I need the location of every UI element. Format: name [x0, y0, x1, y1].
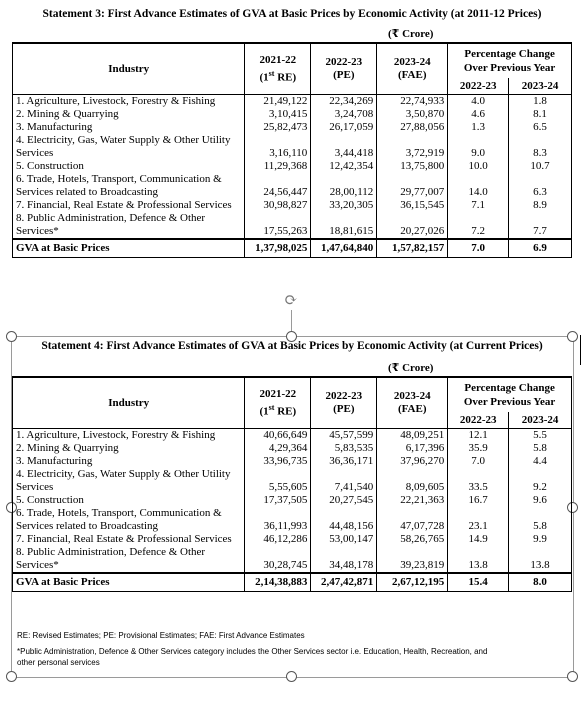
value-2023-24: 58,26,765: [377, 533, 448, 546]
total-pct-2023-24: 6.9: [509, 239, 572, 258]
statement-3-unit: (₹ Crore): [388, 28, 434, 40]
industry-cell: [13, 455, 245, 468]
table-row: [13, 95, 572, 109]
pct-2023-24: 6.3: [509, 173, 572, 199]
col-2021-22-sub: (1st RE): [259, 402, 297, 418]
industry-header: Industry: [13, 377, 245, 429]
col-2022-23-year: 2022-23: [325, 390, 363, 402]
pct-2023-24: 9.6: [509, 494, 572, 507]
value-2022-23: 3,24,708: [311, 108, 377, 121]
value-2022-23: 45,57,599: [311, 429, 377, 443]
total-2021-22: 1,37,98,025: [245, 239, 311, 258]
value-2023-24: 20,27,026: [377, 212, 448, 239]
value-2023-24: 47,07,728: [377, 507, 448, 533]
pct-2023-24: 1.8: [509, 95, 572, 109]
pct-2023-24-header: 2023-24: [509, 78, 572, 94]
value-2022-23: 22,34,269: [311, 95, 377, 109]
pct-2022-23: 7.0: [448, 455, 509, 468]
industry-label-cont: Services*: [16, 225, 59, 237]
pct-2022-23: 4.6: [448, 108, 509, 121]
value-2022-23: 36,36,171: [311, 455, 377, 468]
table-row: [13, 173, 572, 199]
industry-label: 4. Electricity, Gas, Water Supply & Other Utility: [16, 134, 231, 146]
pct-2022-23: 33.5: [448, 468, 509, 494]
statement-3-table: [12, 42, 572, 258]
industry-label-cont: Services related to Broadcasting: [16, 520, 159, 532]
col-2023-24-year: 2023-24: [393, 390, 431, 402]
value-2023-24: 3,50,870: [377, 108, 448, 121]
industry-label: 2. Mining & Quarrying: [16, 442, 119, 454]
table-row: [13, 134, 572, 160]
col-2022-23-header: [311, 377, 377, 429]
col-2023-24-sub: (FAE): [397, 69, 427, 81]
pct-2022-23: 10.0: [448, 160, 509, 173]
total-2022-23: 2,47,42,871: [311, 573, 377, 592]
value-2021-22: 4,29,364: [245, 442, 311, 455]
pct-2022-23: 14.9: [448, 533, 509, 546]
statement-4-rows: [13, 429, 572, 574]
industry-label-cont: Services: [16, 147, 54, 159]
value-2021-22: 30,28,745: [245, 546, 311, 573]
value-2022-23: 5,83,535: [311, 442, 377, 455]
table-row: [13, 546, 572, 573]
pct-2023-24: 5.8: [509, 507, 572, 533]
value-2022-23: 7,41,540: [311, 468, 377, 494]
total-2021-22: 2,14,38,883: [245, 573, 311, 592]
industry-cell: [13, 442, 245, 455]
table-row: [13, 212, 572, 239]
pct-2023-24: 9.9: [509, 533, 572, 546]
industry-cell: [13, 134, 245, 160]
industry-label: 4. Electricity, Gas, Water Supply & Other Utility: [16, 468, 231, 480]
pct-2022-23: 14.0: [448, 173, 509, 199]
value-2021-22: 33,96,735: [245, 455, 311, 468]
value-2021-22: 36,11,993: [245, 507, 311, 533]
value-2022-23: 53,00,147: [311, 533, 377, 546]
pct-2023-24: 8.1: [509, 108, 572, 121]
col-2022-23-sub: (PE): [333, 69, 355, 81]
pct-2022-23-header: 2022-23: [448, 412, 509, 428]
value-2023-24: 39,23,819: [377, 546, 448, 573]
value-2021-22: 30,98,827: [245, 199, 311, 212]
pct-2022-23: 7.1: [448, 199, 509, 212]
industry-label: 1. Agriculture, Livestock, Forestry & Fishing: [16, 429, 216, 441]
total-2023-24: 1,57,82,157: [377, 239, 448, 258]
pct-2022-23-header: 2022-23: [448, 78, 509, 94]
pct-2023-24: 4.4: [509, 455, 572, 468]
col-2023-24-year: 2023-24: [393, 56, 431, 68]
value-2023-24: 3,72,919: [377, 134, 448, 160]
value-2021-22: 21,49,122: [245, 95, 311, 109]
pct-2023-24: 13.8: [509, 546, 572, 573]
pct-2022-23: 12.1: [448, 429, 509, 443]
col-2023-24-header: [377, 377, 448, 429]
total-label: GVA at Basic Prices: [13, 573, 245, 592]
pct-2023-24: 8.3: [509, 134, 572, 160]
industry-cell: [13, 546, 245, 573]
value-2022-23: 34,48,178: [311, 546, 377, 573]
value-2022-23: 33,20,305: [311, 199, 377, 212]
col-2022-23-sub: (PE): [333, 403, 355, 415]
industry-cell: [13, 429, 245, 443]
table-row: [13, 108, 572, 121]
note-footnote-line-1: *Public Administration, Defence & Other Services category includes the Other Services sector i.e. Education, Health, Recreation, and: [17, 647, 488, 656]
value-2022-23: 18,81,615: [311, 212, 377, 239]
resize-handle-icon[interactable]: [286, 671, 297, 682]
value-2022-23: 44,48,156: [311, 507, 377, 533]
value-2021-22: 3,16,110: [245, 134, 311, 160]
value-2021-22: 3,10,415: [245, 108, 311, 121]
resize-handle-icon[interactable]: [567, 671, 578, 682]
value-2023-24: 8,09,605: [377, 468, 448, 494]
value-2022-23: 26,17,059: [311, 121, 377, 134]
total-label: GVA at Basic Prices: [13, 239, 245, 258]
value-2023-24: 13,75,800: [377, 160, 448, 173]
col-2021-22-header: [245, 43, 311, 95]
total-2022-23: 1,47,64,840: [311, 239, 377, 258]
table-row: [13, 507, 572, 533]
note-abbreviations: RE: Revised Estimates; PE: Provisional Estimates; FAE: First Advance Estimates: [17, 631, 305, 640]
industry-cell: [13, 121, 245, 134]
statement-3-rows: [13, 95, 572, 240]
total-pct-2022-23: 7.0: [448, 239, 509, 258]
pct-2022-23: 4.0: [448, 95, 509, 109]
pct-2022-23: 7.2: [448, 212, 509, 239]
industry-cell: [13, 173, 245, 199]
table-row: [13, 442, 572, 455]
industry-cell: [13, 108, 245, 121]
table-row: [13, 160, 572, 173]
value-2023-24: 36,15,545: [377, 199, 448, 212]
industry-label: 2. Mining & Quarrying: [16, 108, 119, 120]
table-row: [13, 533, 572, 546]
industry-label: 8. Public Administration, Defence & Other: [16, 546, 206, 558]
value-2023-24: 22,21,363: [377, 494, 448, 507]
value-2022-23: 3,44,418: [311, 134, 377, 160]
industry-label-cont: Services related to Broadcasting: [16, 186, 159, 198]
value-2022-23: 28,00,112: [311, 173, 377, 199]
pct-2023-24: 8.9: [509, 199, 572, 212]
table-row: [13, 468, 572, 494]
pct-2023-24: 9.2: [509, 468, 572, 494]
value-2023-24: 6,17,396: [377, 442, 448, 455]
table-row: [13, 199, 572, 212]
value-2022-23: 12,42,354: [311, 160, 377, 173]
industry-cell: [13, 507, 245, 533]
value-2023-24: 22,74,933: [377, 95, 448, 109]
table-row: [13, 494, 572, 507]
statement-4-unit: (₹ Crore): [388, 362, 434, 374]
table-row: [13, 455, 572, 468]
value-2021-22: 11,29,368: [245, 160, 311, 173]
industry-label: 8. Public Administration, Defence & Other: [16, 212, 206, 224]
note-footnote-line-2: other personal services: [17, 658, 100, 667]
pct-change-header: Percentage Change Over Previous Year: [448, 43, 572, 78]
industry-cell: [13, 494, 245, 507]
pct-2023-24-header: 2023-24: [509, 412, 572, 428]
pct-2023-24: 6.5: [509, 121, 572, 134]
industry-cell: [13, 533, 245, 546]
industry-cell: [13, 468, 245, 494]
col-2023-24-sub: (FAE): [397, 403, 427, 415]
col-2021-22-header: [245, 377, 311, 429]
value-2021-22: 25,82,473: [245, 121, 311, 134]
value-2022-23: 20,27,545: [311, 494, 377, 507]
value-2021-22: 17,55,263: [245, 212, 311, 239]
total-2023-24: 2,67,12,195: [377, 573, 448, 592]
industry-label: 3. Manufacturing: [16, 121, 93, 133]
statement-3-title: Statement 3: First Advance Estimates of GVA at Basic Prices by Economic Activity (at 2011-12 Prices): [42, 8, 542, 20]
value-2023-24: 27,88,056: [377, 121, 448, 134]
value-2021-22: 46,12,286: [245, 533, 311, 546]
statement-4-title: Statement 4: First Advance Estimates of GVA at Basic Prices by Economic Activity (at Current Prices): [41, 340, 543, 352]
industry-header: Industry: [13, 43, 245, 95]
col-2023-24-header: [377, 43, 448, 95]
rotate-handle-icon[interactable]: ⟳: [284, 292, 298, 309]
pct-2022-23: 13.8: [448, 546, 509, 573]
pct-change-header: Percentage Change Over Previous Year: [448, 377, 572, 412]
pct-2023-24: 5.8: [509, 442, 572, 455]
total-pct-2023-24: 8.0: [509, 573, 572, 592]
industry-cell: [13, 160, 245, 173]
total-pct-2022-23: 15.4: [448, 573, 509, 592]
col-2022-23-year: 2022-23: [325, 56, 363, 68]
industry-label: 6. Trade, Hotels, Transport, Communication &: [16, 173, 222, 185]
industry-label: 7. Financial, Real Estate & Professional Services: [16, 533, 232, 545]
table-row: [13, 121, 572, 134]
statement-4-table: [12, 376, 572, 592]
industry-cell: [13, 212, 245, 239]
industry-cell: [13, 95, 245, 109]
value-2021-22: 24,56,447: [245, 173, 311, 199]
industry-label: 7. Financial, Real Estate & Professional Services: [16, 199, 232, 211]
total-row: [13, 239, 572, 258]
industry-cell: [13, 199, 245, 212]
col-2021-22-year: 2021-22: [259, 53, 297, 66]
pct-2023-24: 5.5: [509, 429, 572, 443]
industry-label: 3. Manufacturing: [16, 455, 93, 467]
pct-2022-23: 16.7: [448, 494, 509, 507]
industry-label: 5. Construction: [16, 160, 84, 172]
industry-label-cont: Services*: [16, 559, 59, 571]
value-2023-24: 29,77,007: [377, 173, 448, 199]
pct-2022-23: 35.9: [448, 442, 509, 455]
col-2022-23-header: [311, 43, 377, 95]
pct-2022-23: 23.1: [448, 507, 509, 533]
col-2021-22-year: 2021-22: [259, 387, 297, 400]
industry-label-cont: Services: [16, 481, 54, 493]
pct-2022-23: 9.0: [448, 134, 509, 160]
value-2023-24: 48,09,251: [377, 429, 448, 443]
table-row: [13, 429, 572, 443]
pct-2022-23: 1.3: [448, 121, 509, 134]
industry-label: 6. Trade, Hotels, Transport, Communication &: [16, 507, 222, 519]
value-2023-24: 37,96,270: [377, 455, 448, 468]
col-2021-22-sub: (1st RE): [259, 68, 297, 84]
resize-handle-icon[interactable]: [6, 671, 17, 682]
pct-2023-24: 7.7: [509, 212, 572, 239]
value-2021-22: 40,66,649: [245, 429, 311, 443]
industry-label: 1. Agriculture, Livestock, Forestry & Fishing: [16, 95, 216, 107]
value-2021-22: 5,55,605: [245, 468, 311, 494]
pct-2023-24: 10.7: [509, 160, 572, 173]
total-row: [13, 573, 572, 592]
industry-label: 5. Construction: [16, 494, 84, 506]
value-2021-22: 17,37,505: [245, 494, 311, 507]
